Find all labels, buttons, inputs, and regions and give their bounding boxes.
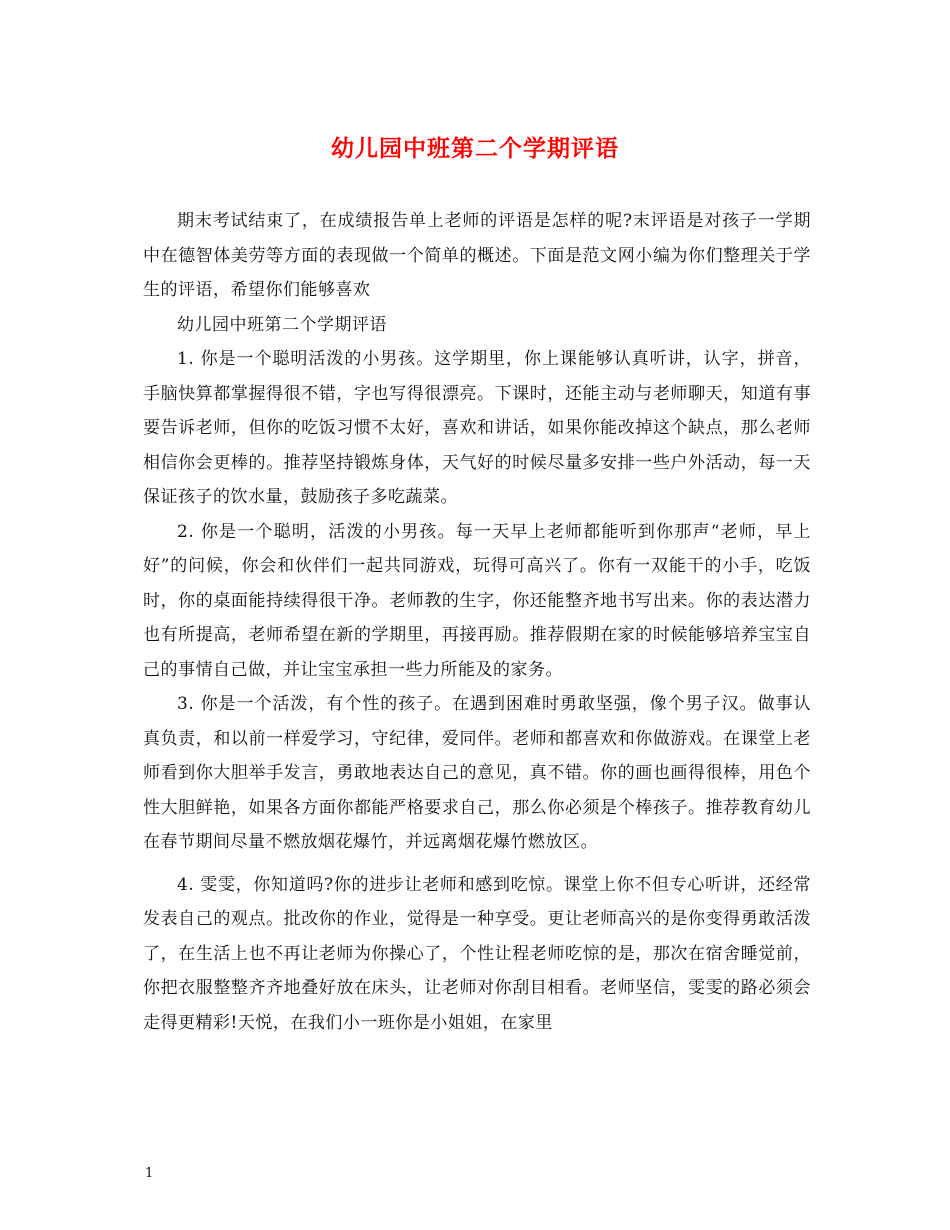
section-heading: 幼儿园中班第二个学期评语 [177,314,387,335]
document-body [143,204,811,1040]
comment-paragraph-2: 2. 你是一个聪明，活泼的小男孩。每一天早上老师都能听到你那声“老师，早上好”的问候，你会和伙伴们一起共同游戏，玩得可高兴了。你有一双能干的小手，吃饭时，你的桌面能持续得很干净。老师教的生字，你还能整齐地书写出来。你的表达潜力也有所提高，老师希望在新的学期里，再接再励。推荐假期在家的时候能够培养宝宝自己的事情自己做，并让宝宝承担一些力所能及的家务。 [143,521,811,680]
document-title: 幼儿园中班第二个学期评语 [331,135,619,162]
comment-paragraph-4: 4. 雯雯，你知道吗?你的进步让老师和感到吃惊。课堂上你不但专心听讲，还经常发表自己的观点。批改你的作业，觉得是一种享受。更让老师高兴的是你变得勇敢活泼了，在生活上也不再让老师为你操心了，个性让程老师吃惊的是，那次在宿舍睡觉前，你把衣服整整齐齐地叠好放在床头，让老师对你刮目相看。老师坚信，雯雯的路必须会走得更精彩!天悦，在我们小一班你是小姐姐，在家里 [143,874,811,1033]
comment-paragraph-1: 1. 你是一个聪明活泼的小男孩。这学期里，你上课能够认真听讲，认字，拼音，手脑快算都掌握得很不错，字也写得很漂亮。下课时，还能主动与老师聊天，知道有事要告诉老师，但你的吃饭习惯不太好，喜欢和讲话，如果你能改掉这个缺点，那么老师相信你会更棒的。推荐坚持锻炼身体，天气好的时候尽量多安排一些户外活动，每一天保证孩子的饮水量，鼓励孩子多吃蔬菜。 [143,349,811,507]
intro-paragraph: 期末考试结束了，在成绩报告单上老师的评语是怎样的呢?末评语是对孩子一学期中在德智体美劳等方面的表现做一个简单的概述。下面是范文网小编为你们整理关于学生的评语，希望你们能够喜欢 [143,211,811,300]
comment-paragraph-3: 3. 你是一个活泼，有个性的孩子。在遇到困难时勇敢坚强，像个男子汉。做事认真负责，和以前一样爱学习，守纪律，爱同伴。老师和都喜欢和你做游戏。在课堂上老师看到你大胆举手发言，勇敢地表达自己的意见，真不错。你的画也画得很棒，用色个性大胆鲜艳，如果各方面你都能严格要求自己，那么你必须是个棒孩子。推荐教育幼儿在春节期间尽量不燃放烟花爆竹，并远离烟花爆竹燃放区。 [143,694,811,852]
page-number: 1 [145,1166,154,1181]
